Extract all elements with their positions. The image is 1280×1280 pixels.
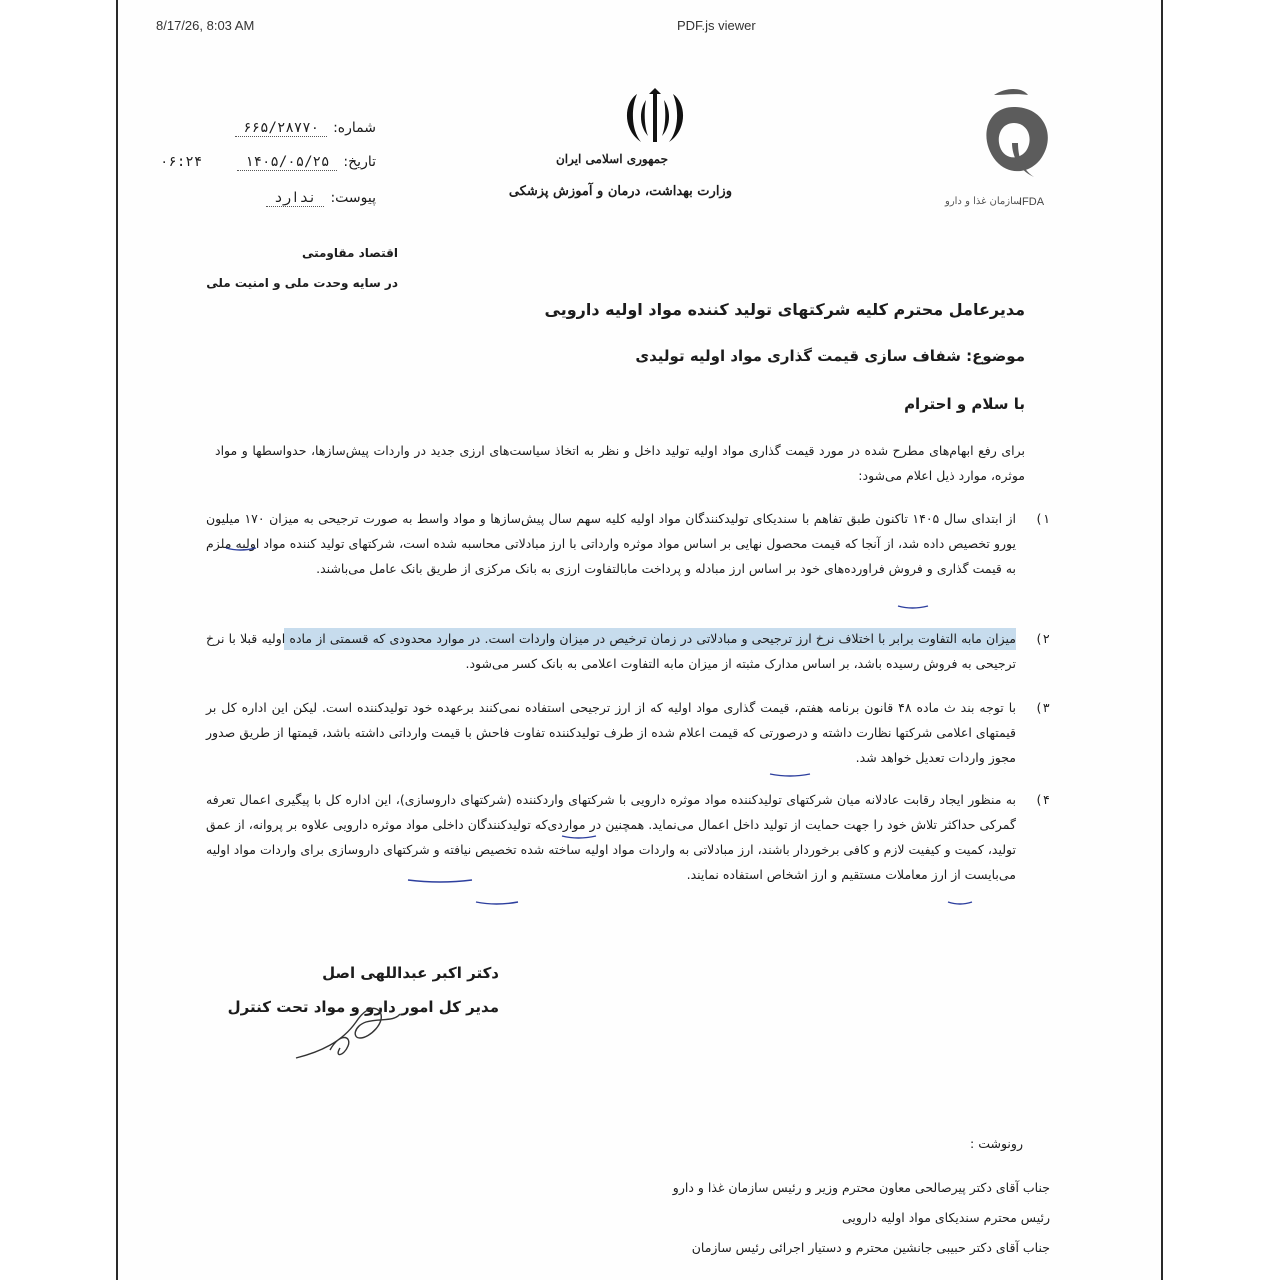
pen-underline xyxy=(562,836,596,838)
pen-underline xyxy=(476,902,518,904)
handwritten-signature xyxy=(290,992,420,1072)
pen-underline xyxy=(898,606,928,608)
pen-underline xyxy=(408,880,472,882)
letter-subject: موضوع: شفاف سازی قیمت گذاری مواد اولیه تولیدی xyxy=(635,347,1025,365)
motto-line-1: اقتصاد مقاومتی xyxy=(301,246,398,260)
letter-recipient: مدیرعامل محترم کلیه شرکتهای تولید کننده مواد اولیه دارویی xyxy=(544,300,1025,319)
letter-number-label: شماره: xyxy=(333,120,376,136)
pen-underline xyxy=(770,774,810,776)
signatory-name: دکتر اکبر عبداللهی اصل xyxy=(322,964,499,982)
letter-intro: برای رفع ابهام‌های مطرح شده در مورد قیمت گذاری مواد اولیه تولید داخل و نظر به اتخاذ سیاست‌های ارزی جدید در واردات پیش‌سازها، حدواسطها و مواد موثره، موارد ذیل اعلام می‌شود: xyxy=(215,443,1025,483)
print-datetime: 8/17/26, 8:03 AM xyxy=(156,18,255,33)
item-number: ۱) xyxy=(1034,511,1050,526)
pen-underline xyxy=(226,548,256,550)
letter-attachment-label: پیوست: xyxy=(330,190,376,206)
ministry-line-1: جمهوری اسلامی ایران xyxy=(555,152,668,166)
cc-label: رونوشت : xyxy=(970,1136,1023,1151)
item-text: به منظور ایجاد رقابت عادلانه میان شرکتهای تولیدکننده مواد موثره دارویی با شرکتهای واردکننده (شرکتهای داروسازی)، این اداره کل با پیگیری اعمال تعرفه گمرکی حداکثر تلاش خود را جهت حمایت از تولید داخل اعمال می‌نماید. همچنین در مواردی‌که تولیدکنندگان داخلی مواد موثره دارویی علاوه بر پروانه، از عمق تولید، کمیت و کیفیت لازم و کافی برخوردار باشند، ارز مبادلاتی به واردات مواد اولیه ساخته شده تخصیص نیافته و شرکتهای داروسازی برای واردات مواد اولیه می‌بایست از ارز معاملات مستقیم و ارز اشخاص استفاده نمایند. xyxy=(206,792,1016,882)
ministry-line-2: وزارت بهداشت، درمان و آموزش پزشکی xyxy=(508,184,732,199)
org-logo-caption-fa: سازمان غذا و دارو xyxy=(945,196,1022,207)
item-text: میزان مابه التفاوت برابر با اختلاف نرخ ارز ترجیحی و مبادلاتی در زمان ترخیص در میزان واردات است. در موارد محدودی که قسمتی از ماده اولیه قبلا با نرخ ترجیحی به فروش رسیده باشد، بر اساس مدارک مثبته از میزان مابه التفاوت اعلامی به بانک کسر می‌شود. xyxy=(206,631,1016,671)
pen-underline xyxy=(948,902,972,904)
letter-date-label: تاریخ: xyxy=(343,154,376,170)
letter-attachment-value: ندارد xyxy=(266,190,324,207)
cc-line: جناب آقای دکتر پیرصالحی معاون محترم وزیر و رئیس سازمان غذا و دارو xyxy=(672,1180,1050,1195)
cc-line: رئیس محترم سندیکای مواد اولیه دارویی xyxy=(841,1210,1050,1225)
item-number: ۳) xyxy=(1034,700,1050,715)
item-number: ۴) xyxy=(1034,792,1050,807)
letter-number-value: ۶۶۵/۲۸۷۷۰ xyxy=(235,120,327,137)
letter-greeting: با سلام و احترام xyxy=(904,395,1025,413)
item-text: از ابتدای سال ۱۴۰۵ تاکنون طبق تفاهم با سندیکای تولیدکنندگان مواد اولیه کلیه سهم سال پیش‌سازها و مواد واسط به صورت ترجیحی به میزان ۱۷۰ میلیون یورو تخصیص داده شد، از آنجا که قیمت محصول نهایی بر اساس مواد موثره وارداتی با ارز مبادلاتی محاسبه شده است، شرکتهای تولید کننده مواد اولیه ملزم به قیمت گذاری و فروش فراورده‌های خود بر اساس ارز مبادله و پرداخت مابالتفاوت ارزی به بانک مرکزی از طریق بانک عامل می‌باشند. xyxy=(206,511,1017,576)
item-text: با توجه بند ث ماده ۴۸ قانون برنامه هفتم، قیمت گذاری مواد اولیه که از ارز ترجیحی استفاده نمی‌کنند برعهده خود تولیدکننده است. لیکن این اداره کل بر قیمتهای اعلامی شرکتها نظارت داشته و درصورتی که قیمت اعلام شده از طرف تولیدکننده تفاوت فاحش با قیمت وارداتی داشته باشد، قیمتها از طریق صدور مجوز واردات تعدیل خواهد شد. xyxy=(206,700,1016,765)
letter-time: ۰۶:۲۴ xyxy=(160,154,203,170)
signatory-title: مدیر کل امور دارو و مواد تحت کنترل xyxy=(227,998,499,1016)
letter-date-value: ۱۴۰۵/۰۵/۲۵ xyxy=(237,154,337,171)
item-number: ۲) xyxy=(1034,631,1050,646)
viewer-title: PDF.js viewer xyxy=(677,18,756,33)
org-logo-caption: IFDA xyxy=(1019,196,1045,208)
cc-line: جناب آقای دکتر حبیبی جانشین محترم و دستیار اجرائی رئیس سازمان xyxy=(691,1240,1050,1255)
motto-line-2: در سایه وحدت ملی و امنیت ملی xyxy=(206,276,398,290)
